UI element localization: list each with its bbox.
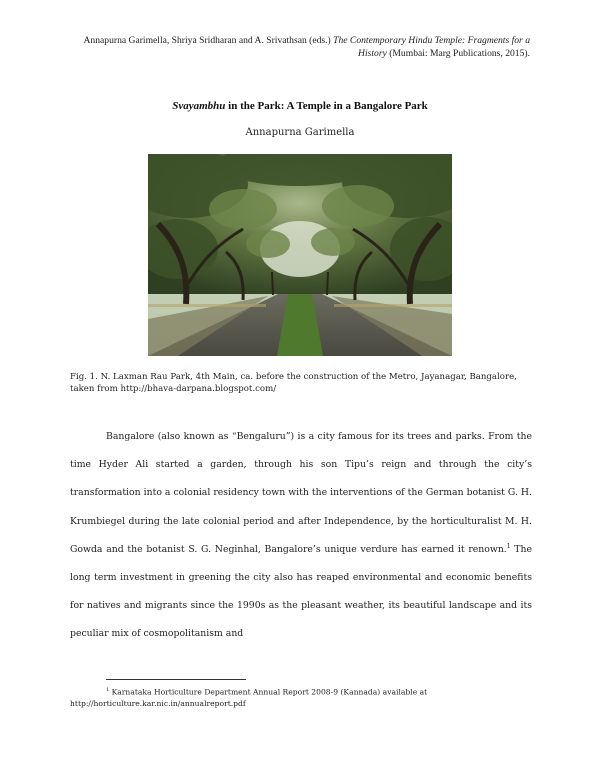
footnote bbox=[70, 685, 532, 709]
citation-book-title-end: History bbox=[358, 47, 387, 59]
body-text-part-1: Bangalore (also known as “Bengaluru”) is a city famous for its trees and parks. From the time Hyder Ali started a garden, through his son Tipu’s reign and through the city’s transformation into a colonial residency town with the interventions of the German botanist G. H. Krumbiegel during the late colonial period and after Independence, by the horticulturalist M. H. Gowda and the botanist S. G. Neginhal, Bangalore’s unique verdure has earned it renown. bbox=[70, 431, 532, 555]
body-paragraph bbox=[70, 423, 532, 649]
title-rest: in the Park: A Temple in a Bangalore Park bbox=[225, 100, 428, 112]
figure-caption bbox=[70, 371, 532, 395]
citation-publisher: (Mumbai: Marg Publications, 2015). bbox=[386, 47, 530, 59]
title-italic: Svayambhu bbox=[172, 100, 226, 112]
citation-book-title: The Contemporary Hindu Temple: Fragments for a bbox=[333, 35, 530, 46]
citation-authors: Annapurna Garimella, Shriya Sridharan and A. Srivathsan (eds.) bbox=[83, 35, 334, 46]
footnote-divider bbox=[106, 679, 246, 680]
body-text-part-2: The long term investment in greening the city also has reaped environmental and economic benefits for natives and migrants since the 1990s as the pleasant weather, its beautiful landscape and its peculiar mix of cosmopolitanism and bbox=[70, 543, 532, 640]
footnote-marker: 1 bbox=[506, 542, 511, 550]
caption-line-2: taken from http://bhava-darpana.blogspot.com/ bbox=[70, 384, 277, 394]
footnote-text: Karnataka Horticulture Department Annual Report 2008-9 (Kannada) available at bbox=[109, 687, 428, 697]
article-title bbox=[60, 100, 540, 112]
citation-header bbox=[60, 35, 530, 60]
park-photo bbox=[148, 154, 452, 356]
article-author: Annapurna Garimella bbox=[245, 127, 355, 138]
footnote-number: 1 bbox=[106, 687, 110, 693]
caption-line-1: Fig. 1. N. Laxman Rau Park, 4th Main, ca. before the construction of the Metro, Jayanagar, Bangalore, bbox=[70, 372, 517, 382]
footnote-url: http://horticulture.kar.nic.in/annualreport.pdf bbox=[70, 698, 246, 708]
